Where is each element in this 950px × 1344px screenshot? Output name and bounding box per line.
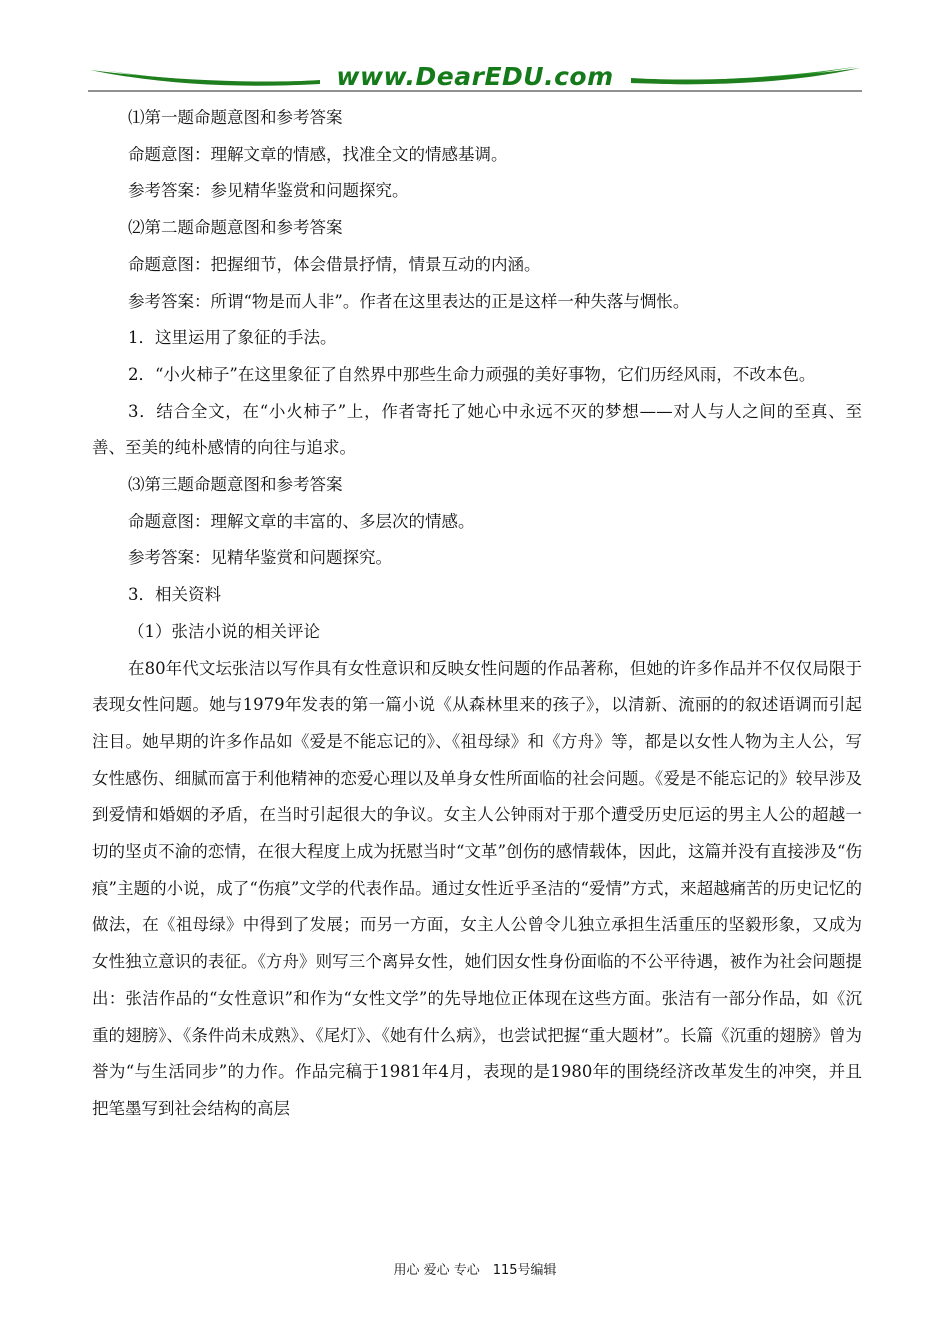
paragraph: 参考答案：参见精华鉴赏和问题探究。: [128, 181, 409, 201]
document-body: [92, 100, 862, 1128]
section-heading: 3．相关资料: [128, 585, 221, 605]
paragraph: 参考答案：见精华鉴赏和问题探究。: [128, 548, 392, 568]
subsection-heading: （1）张洁小说的相关评论: [128, 621, 320, 641]
paragraph: ⑵第二题命题意图和参考答案: [128, 218, 343, 238]
site-logo-text: www.DearEDU.com: [336, 62, 614, 91]
page-footer: 用心 爱心 专心 115号编辑: [393, 1263, 557, 1278]
paragraph: 命题意图：理解文章的情感，找准全文的情感基调。: [128, 144, 508, 164]
paragraph: 1．这里运用了象征的手法。: [128, 328, 337, 348]
paragraph: ⑶第三题命题意图和参考答案: [128, 475, 343, 495]
paragraph: 命题意图：把握细节，体会借景抒情，情景互动的内涵。: [128, 254, 541, 274]
paragraph: ⑴第一题命题意图和参考答案: [128, 108, 343, 127]
paragraph: 2．“小火柿子”在这里象征了自然界中那些生命力顽强的美好事物，它们历经风雨，不改本色。: [128, 364, 816, 384]
paragraph: 参考答案：所谓“物是而人非”。作者在这里表达的正是这样一种失落与惆怅。: [128, 291, 690, 311]
paragraph: 3．结合全文，在“小火柿子”上，作者寄托了她心中永远不灭的梦想——对人与人之间的至真、至善、至美的纯朴感情的向往与追求。: [92, 401, 862, 458]
paragraph: 命题意图：理解文章的丰富的、多层次的情感。: [128, 511, 475, 531]
paragraph: 在80年代文坛张洁以写作具有女性意识和反映女性问题的作品著称，但她的许多作品并不仅仅局限于表现女性问题。她与1979年发表的第一篇小说《从森林里来的孩子》，以清新、流丽的的叙述语调而引起注目。她早期的许多作品如《爱是不能忘记的》、《祖母绿》和《方舟》等，都是以女性人物为主人公，写女性感伤、细腻而富于利他精神的恋爱心理以及单身女性所面临的社会问题。《爱是不能忘记的》较早涉及到爱情和婚姻的矛盾，在当时引起很大的争议。女主人公钟雨对于那个遭受历史厄运的男主人公的超越一切的坚贞不渝的恋情，在很大程度上成为抚慰当时“文革”创伤的感情载体，因此，这篇并没有直接涉及“伤痕”主题的小说，成了“伤痕”文学的代表作品。通过女性近乎圣洁的“爱情”方式，来超越痛苦的历史记忆的做法，在《祖母绿》中得到了发展；而另一方面，女主人公曾令儿独立承担生活重压的坚毅形象，又成为女性独立意识的表征。《方舟》则写三个离异女性，她们因女性身份面临的不公平待遇，被作为社会问题提出：张洁作品的“女性意识”和作为“女性文学”的先导地位正体现在这些方面。张洁有一部分作品，如《沉重的翅膀》、《条件尚未成熟》、《尾灯》、《她有什么病》，也尝试把握“重大题材”。长篇《沉重的翅膀》曾为誉为“与生活同步”的力作。作品完稿于1981年4月，表现的是1980年的围绕经济改革发生的冲突，并且把笔墨写到社会结构的高层: [92, 658, 862, 1118]
page-header: [88, 58, 862, 98]
